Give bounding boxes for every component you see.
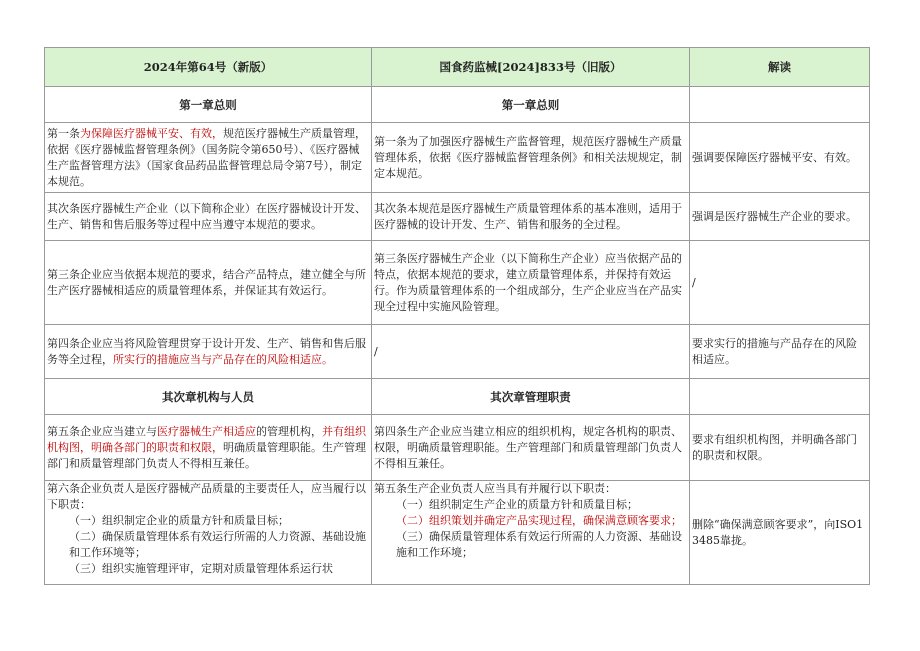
table-row xyxy=(45,415,870,481)
article-old: 第四条生产企业应当建立相应的组织机构，规定各机构的职责、权限，明确质量管理职能。生产管理部门和质量管理部门负责人不得相互兼任。 xyxy=(372,415,690,481)
chapter-note-empty xyxy=(690,379,870,415)
article-new: 第三条企业应当依据本规范的要求，结合产品特点，建立健全与所生产医疗器械相适应的质量管理体系，并保证其有效运行。 xyxy=(45,241,372,325)
chapter-note-empty xyxy=(690,87,870,123)
text: 第六条企业负责人是医疗器械产品质量的主要责任人，应当履行以下职责： xyxy=(47,482,366,511)
chapter-title-new: 其次章机构与人员 xyxy=(45,379,372,415)
article-old xyxy=(372,481,690,585)
header-note: 解读 xyxy=(690,48,870,87)
article-new xyxy=(45,415,372,481)
highlight-text: 医疗器械生产相适应 xyxy=(157,424,256,438)
chapter-title-new: 第一章总则 xyxy=(45,87,372,123)
highlight-text: 并有组织机构图，明确各部门的职责和权限， xyxy=(47,424,366,454)
article-new xyxy=(45,325,372,379)
article-note: 强调要保障医疗器械平安、有效。 xyxy=(690,123,870,193)
text: 第五条生产企业负责人应当具有并履行以下职责： xyxy=(374,482,616,495)
text: 的管理机构， xyxy=(256,424,322,438)
list-item: （三）组织实施管理评审，定期对质量管理体系运行状 xyxy=(69,562,333,575)
list-item: （二）确保质量管理体系有效运行所需的人力资源、基础设施和工作环境等； xyxy=(69,530,366,559)
article-new: 其次条医疗器械生产企业（以下简称企业）在医疗器械设计开发、生产、销售和售后服务等过程中应当遵守本规范的要求。 xyxy=(45,193,372,241)
highlight-list-item: （二）组织策划并确定产品实现过程，确保满意顾客要求； xyxy=(396,514,682,527)
header-old: 国食药监械[2024]833号（旧版） xyxy=(372,48,690,87)
highlight-text: 为保障医疗器械平安、有效， xyxy=(80,126,223,140)
list-item: （一）组织制定生产企业的质量方针和质量目标； xyxy=(396,498,638,511)
table-row xyxy=(45,241,870,325)
article-old: 第一条为了加强医疗器械生产监督管理，规范医疗器械生产质量管理体系，依据《医疗器械监督管理条例》和相关法规规定，制定本规范。 xyxy=(372,123,690,193)
article-new xyxy=(45,481,372,585)
chapter-row xyxy=(45,87,870,123)
chapter-title-old: 第一章总则 xyxy=(372,87,690,123)
article-old: 其次条本规范是医疗器械生产质量管理体系的基本准则，适用于医疗器械的设计开发、生产、销售和服务的全过程。 xyxy=(372,193,690,241)
comparison-table xyxy=(44,47,870,585)
list-item: （三）确保质量管理体系有效运行所需的人力资源、基础设施和工作环境； xyxy=(396,530,682,559)
text: 第五条企业应当建立与 xyxy=(47,424,157,438)
list-item: （一）组织制定企业的质量方针和质量目标； xyxy=(69,514,289,527)
text: 明确质量管理职能。生产管理部门和质量管理部门负责人不得相互兼任。 xyxy=(47,440,366,470)
article-old: / xyxy=(372,325,690,379)
text: 规范医疗器械生产质量管理，依据《医疗器械监督管理条例》（国务院令第650号）、《医疗器械生产监督管理方法》（国家食品药品监督管理总局令第7号），制定本规范。 xyxy=(47,126,366,188)
article-note: 要求实行的措施与产品存在的风险相适应。 xyxy=(690,325,870,379)
text: 第四条企业应当将风险管理贯穿于设计开发、生产、销售和售后服务等全过程， xyxy=(47,336,366,366)
text: 第一条 xyxy=(47,126,80,140)
table-row xyxy=(45,325,870,379)
article-note: / xyxy=(690,241,870,325)
article-old: 第三条医疗器械生产企业（以下简称生产企业）应当依据产品的特点，依据本规范的要求，建立质量管理体系，并保持有效运行。作为质量管理体系的一个组成部分，生产企业应当在产品实现全过程中实施风险管理。 xyxy=(372,241,690,325)
article-note: 强调是医疗器械生产企业的要求。 xyxy=(690,193,870,241)
header-row xyxy=(45,48,870,87)
table-row xyxy=(45,481,870,585)
table-row xyxy=(45,193,870,241)
highlight-text: 所实行的措施应当与产品存在的风险相适应。 xyxy=(113,352,333,366)
article-new xyxy=(45,123,372,193)
chapter-row xyxy=(45,379,870,415)
chapter-title-old: 其次章管理职责 xyxy=(372,379,690,415)
table-row xyxy=(45,123,870,193)
header-new: 2024年第64号（新版） xyxy=(45,48,372,87)
article-note: 删除“确保满意顾客要求”，向ISO13485靠拢。 xyxy=(690,481,870,585)
article-note: 要求有组织机构图，并明确各部门的职责和权限。 xyxy=(690,415,870,481)
